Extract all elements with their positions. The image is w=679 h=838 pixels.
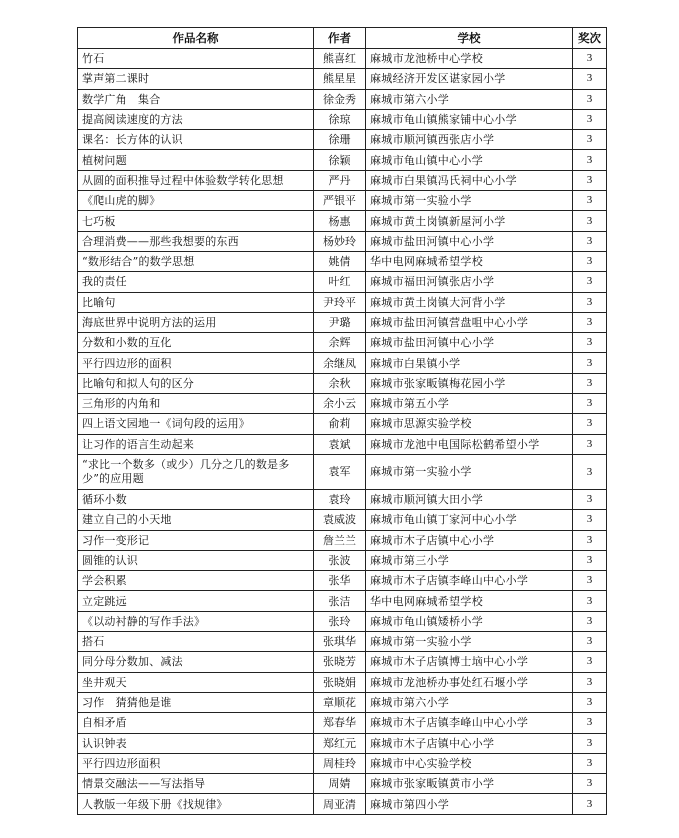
cell-school: 麻城市思源实验学校 [366, 414, 573, 434]
cell-award: 3 [573, 632, 607, 652]
cell-school: 麻城市木子店镇李峰山中心小学 [366, 713, 573, 733]
cell-author: 严丹 [314, 170, 366, 190]
cell-award: 3 [573, 611, 607, 631]
cell-author: 尹玲平 [314, 292, 366, 312]
table-row [78, 733, 607, 753]
cell-work-title: 提高阅读速度的方法 [78, 109, 314, 129]
table-row [78, 591, 607, 611]
table-row [78, 611, 607, 631]
table-row [78, 312, 607, 332]
cell-author: 张琪华 [314, 632, 366, 652]
cell-author: 杨惠 [314, 211, 366, 231]
table-row [78, 414, 607, 434]
cell-author: 徐金秀 [314, 89, 366, 109]
cell-school: 麻城市盐田河镇营盘咀中心小学 [366, 312, 573, 332]
cell-author: 张晓芳 [314, 652, 366, 672]
cell-school: 麻城市第一实验小学 [366, 632, 573, 652]
cell-school: 麻城市龙池桥办事处红石堰小学 [366, 672, 573, 692]
cell-author: 熊喜红 [314, 49, 366, 69]
cell-school: 麻城市顺河镇大田小学 [366, 489, 573, 509]
cell-work-title: 同分母分数加、减法 [78, 652, 314, 672]
cell-award: 3 [573, 713, 607, 733]
cell-work-title: 我的责任 [78, 272, 314, 292]
cell-work-title: 循环小数 [78, 489, 314, 509]
cell-award: 3 [573, 591, 607, 611]
cell-author: 袁威波 [314, 510, 366, 530]
cell-work-title: 认识钟表 [78, 733, 314, 753]
cell-award: 3 [573, 434, 607, 454]
cell-school: 麻城市龟山镇矮桥小学 [366, 611, 573, 631]
cell-award: 3 [573, 794, 607, 814]
table-row [78, 89, 607, 109]
cell-school: 麻城市龙池中电国际松鹤希望小学 [366, 434, 573, 454]
table-row [78, 394, 607, 414]
cell-school: 麻城市黄土岗镇大河背小学 [366, 292, 573, 312]
table-row [78, 69, 607, 89]
cell-work-title: 掌声第二课时 [78, 69, 314, 89]
cell-award: 3 [573, 211, 607, 231]
cell-author: 余辉 [314, 333, 366, 353]
cell-work-title: 圆锥的认识 [78, 550, 314, 570]
cell-award: 3 [573, 109, 607, 129]
cell-author: 周婧 [314, 774, 366, 794]
cell-award: 3 [573, 414, 607, 434]
cell-author: 袁玲 [314, 489, 366, 509]
cell-award: 3 [573, 150, 607, 170]
cell-author: 张晓娟 [314, 672, 366, 692]
cell-school: 麻城市第六小学 [366, 89, 573, 109]
cell-author: 熊星星 [314, 69, 366, 89]
cell-award: 3 [573, 49, 607, 69]
cell-school: 麻城市白果镇冯氏祠中心小学 [366, 170, 573, 190]
cell-author: 严银平 [314, 191, 366, 211]
cell-author: 袁军 [314, 454, 366, 489]
cell-work-title: 四上语文园地一《词句段的运用》 [78, 414, 314, 434]
table-row [78, 272, 607, 292]
cell-work-title: 搭石 [78, 632, 314, 652]
cell-school: 麻城市木子店镇李峰山中心小学 [366, 571, 573, 591]
cell-school: 麻城市龙池桥中心学校 [366, 49, 573, 69]
cell-work-title: 人教版一年级下册《找规律》 [78, 794, 314, 814]
table-row [78, 632, 607, 652]
table-row [78, 292, 607, 312]
cell-work-title: 自相矛盾 [78, 713, 314, 733]
cell-award: 3 [573, 353, 607, 373]
cell-award: 3 [573, 130, 607, 150]
cell-author: 张华 [314, 571, 366, 591]
cell-school: 麻城市龟山镇丁家河中心小学 [366, 510, 573, 530]
cell-school: 华中电网麻城希望学校 [366, 591, 573, 611]
table-row [78, 49, 607, 69]
cell-author: 张玲 [314, 611, 366, 631]
cell-school: 华中电网麻城希望学校 [366, 251, 573, 271]
cell-work-title: 习作 猜猜他是谁 [78, 692, 314, 712]
table-row [78, 231, 607, 251]
cell-school: 麻城市木子店镇博士垴中心小学 [366, 652, 573, 672]
cell-school: 麻城市顺河镇西张店小学 [366, 130, 573, 150]
cell-school: 麻城市第五小学 [366, 394, 573, 414]
cell-award: 3 [573, 69, 607, 89]
cell-school: 麻城市第一实验小学 [366, 191, 573, 211]
cell-award: 3 [573, 489, 607, 509]
cell-work-title: 平行四边形面积 [78, 753, 314, 773]
cell-work-title: 立定跳远 [78, 591, 314, 611]
cell-author: 余小云 [314, 394, 366, 414]
cell-award: 3 [573, 292, 607, 312]
cell-author: 周桂玲 [314, 753, 366, 773]
cell-award: 3 [573, 774, 607, 794]
cell-author: 詹兰兰 [314, 530, 366, 550]
cell-school: 麻城市福田河镇张店小学 [366, 272, 573, 292]
cell-author: 周亚清 [314, 794, 366, 814]
cell-work-title: 建立自己的小天地 [78, 510, 314, 530]
table-row [78, 571, 607, 591]
cell-work-title: 海底世界中说明方法的运用 [78, 312, 314, 332]
table-row [78, 454, 607, 489]
cell-work-title: 三角形的内角和 [78, 394, 314, 414]
cell-author: 章顺花 [314, 692, 366, 712]
cell-work-title: 分数和小数的互化 [78, 333, 314, 353]
table-row [78, 672, 607, 692]
cell-school: 麻城市盐田河镇中心小学 [366, 231, 573, 251]
table-row [78, 489, 607, 509]
cell-work-title: 从圆的面积推导过程中体验数学转化思想 [78, 170, 314, 190]
cell-author: 徐琼 [314, 109, 366, 129]
cell-award: 3 [573, 753, 607, 773]
table-row [78, 774, 607, 794]
cell-school: 麻城市黄土岗镇新屋河小学 [366, 211, 573, 231]
cell-school: 麻城市中心实验学校 [366, 753, 573, 773]
table-row [78, 550, 607, 570]
cell-award: 3 [573, 373, 607, 393]
cell-work-title: 学会积累 [78, 571, 314, 591]
cell-award: 3 [573, 454, 607, 489]
table-row [78, 353, 607, 373]
cell-school: 麻城市龟山镇熊家铺中心小学 [366, 109, 573, 129]
table-body [78, 49, 607, 815]
cell-author: 余继凤 [314, 353, 366, 373]
cell-award: 3 [573, 89, 607, 109]
cell-school: 麻城市白果镇小学 [366, 353, 573, 373]
table-row [78, 692, 607, 712]
table-row [78, 130, 607, 150]
header-award: 奖次 [573, 28, 607, 49]
cell-award: 3 [573, 312, 607, 332]
cell-author: 尹璐 [314, 312, 366, 332]
cell-work-title: 合理消费——那些我想要的东西 [78, 231, 314, 251]
cell-award: 3 [573, 394, 607, 414]
cell-award: 3 [573, 550, 607, 570]
cell-work-title: 课名：长方体的认识 [78, 130, 314, 150]
cell-award: 3 [573, 652, 607, 672]
table-row [78, 109, 607, 129]
cell-award: 3 [573, 692, 607, 712]
cell-author: 张波 [314, 550, 366, 570]
cell-school: 麻城市第四小学 [366, 794, 573, 814]
table-row [78, 434, 607, 454]
cell-award: 3 [573, 733, 607, 753]
table-row [78, 530, 607, 550]
cell-award: 3 [573, 231, 607, 251]
header-author: 作者 [314, 28, 366, 49]
cell-work-title: 比喻句和拟人句的区分 [78, 373, 314, 393]
cell-school: 麻城市第三小学 [366, 550, 573, 570]
table-row [78, 652, 607, 672]
cell-work-title: 七巧板 [78, 211, 314, 231]
cell-award: 3 [573, 272, 607, 292]
cell-work-title: 《爬山虎的脚》 [78, 191, 314, 211]
cell-author: 姚倩 [314, 251, 366, 271]
cell-work-title: 植树问题 [78, 150, 314, 170]
cell-author: 郑红元 [314, 733, 366, 753]
cell-award: 3 [573, 530, 607, 550]
cell-work-title: 平行四边形的面积 [78, 353, 314, 373]
cell-author: 余秋 [314, 373, 366, 393]
cell-school: 麻城市张家畈镇梅花园小学 [366, 373, 573, 393]
cell-author: 袁斌 [314, 434, 366, 454]
table-row [78, 191, 607, 211]
cell-author: 张洁 [314, 591, 366, 611]
table-row [78, 713, 607, 733]
header-row [78, 28, 607, 49]
cell-award: 3 [573, 251, 607, 271]
cell-work-title: 习作一变形记 [78, 530, 314, 550]
cell-school: 麻城经济开发区谌家园小学 [366, 69, 573, 89]
table-row [78, 333, 607, 353]
cell-award: 3 [573, 191, 607, 211]
header-work-title: 作品名称 [78, 28, 314, 49]
table-header [78, 28, 607, 49]
cell-author: 杨妙玲 [314, 231, 366, 251]
cell-school: 麻城市木子店镇中心小学 [366, 530, 573, 550]
cell-work-title: 竹石 [78, 49, 314, 69]
cell-author: 徐珊 [314, 130, 366, 150]
table-row [78, 170, 607, 190]
cell-work-title: 比喻句 [78, 292, 314, 312]
cell-school: 麻城市龟山镇中心小学 [366, 150, 573, 170]
cell-award: 3 [573, 510, 607, 530]
table-row [78, 794, 607, 814]
cell-school: 麻城市盐田河镇中心小学 [366, 333, 573, 353]
table-row [78, 251, 607, 271]
cell-work-title: 让习作的语言生动起来 [78, 434, 314, 454]
cell-school: 麻城市木子店镇中心小学 [366, 733, 573, 753]
cell-work-title: 数学广角 集合 [78, 89, 314, 109]
cell-award: 3 [573, 571, 607, 591]
cell-award: 3 [573, 672, 607, 692]
cell-author: 叶红 [314, 272, 366, 292]
cell-author: 徐颖 [314, 150, 366, 170]
header-school: 学校 [366, 28, 573, 49]
cell-author: 俞莉 [314, 414, 366, 434]
cell-work-title: “数形结合”的数学思想 [78, 251, 314, 271]
cell-work-title: 坐井观天 [78, 672, 314, 692]
cell-school: 麻城市第一实验小学 [366, 454, 573, 489]
table-row [78, 373, 607, 393]
cell-work-title: 《以动衬静的写作手法》 [78, 611, 314, 631]
cell-author: 郑春华 [314, 713, 366, 733]
cell-award: 3 [573, 170, 607, 190]
cell-work-title: 情景交融法——写法指导 [78, 774, 314, 794]
table-row [78, 150, 607, 170]
cell-work-title: “求比一个数多（或少）几分之几的数是多少”的应用题 [78, 454, 314, 489]
awards-table [77, 27, 607, 815]
table-row [78, 211, 607, 231]
cell-school: 麻城市第六小学 [366, 692, 573, 712]
table-row [78, 753, 607, 773]
cell-school: 麻城市张家畈镇黄市小学 [366, 774, 573, 794]
table-row [78, 510, 607, 530]
cell-award: 3 [573, 333, 607, 353]
